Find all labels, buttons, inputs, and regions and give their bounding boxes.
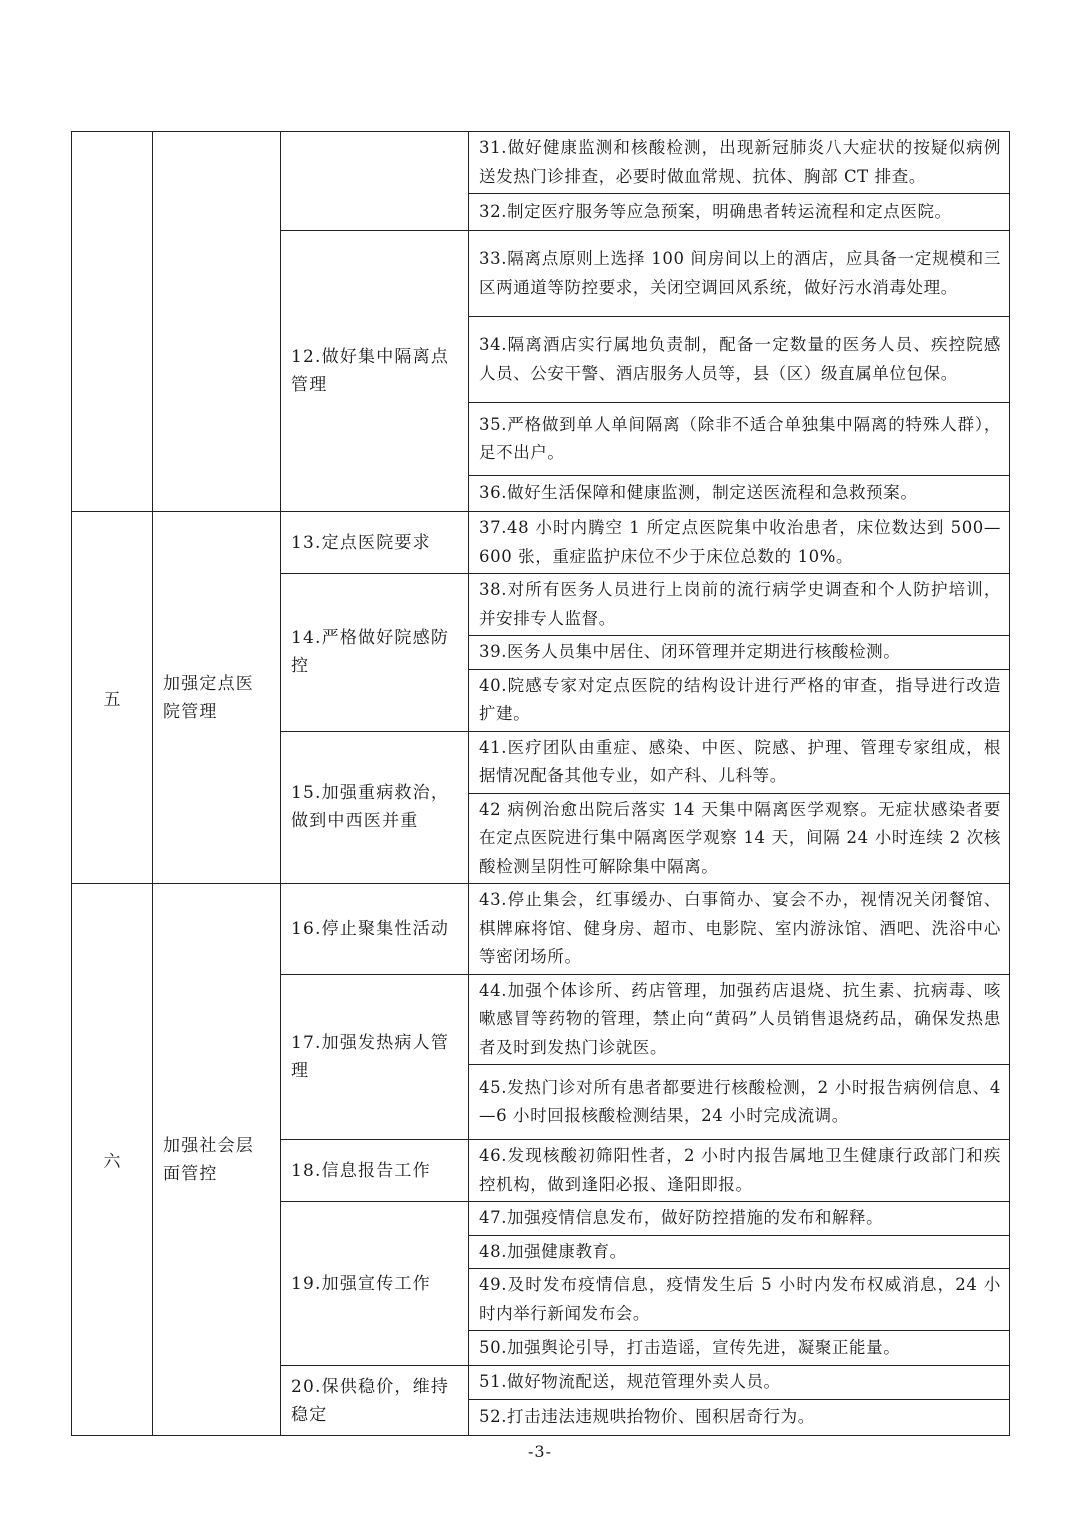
category-number-cell: 六 (72, 884, 153, 1436)
subcategory-cell: 14.严格做好院感防控 (281, 574, 469, 732)
measure-item: 36.做好生活保障和健康监测，制定送医流程和急救预案。 (469, 476, 1010, 512)
measure-item: 49.及时发布疫情信息，疫情发生后 5 小时内发布权威消息，24 小时内举行新闻发布会。 (469, 1269, 1010, 1331)
measure-item: 33.隔离点原则上选择 100 间房间以上的酒店，应具备一定规模和三区两通道等防控要求，关闭空调回风系统，做好污水消毒处理。 (469, 231, 1010, 317)
category-cell (153, 132, 281, 512)
subcategory-cell (281, 132, 469, 231)
category-number-cell (72, 132, 153, 512)
category-number-cell: 五 (72, 512, 153, 884)
category-cell: 加强社会层面管控 (153, 884, 281, 1436)
measures-table (71, 131, 1010, 1436)
subcategory-cell: 19.加强宣传工作 (281, 1202, 469, 1366)
measure-item: 43.停止集会，红事缓办、白事简办、宴会不办，视情况关闭餐馆、棋牌麻将馆、健身房、超市、电影院、室内游泳馆、酒吧、洗浴中心等密闭场所。 (469, 884, 1010, 975)
measure-item: 39.医务人员集中居住、闭环管理并定期进行核酸检测。 (469, 636, 1010, 670)
measure-item: 48.加强健康教育。 (469, 1235, 1010, 1269)
category-cell: 加强定点医院管理 (153, 512, 281, 884)
measure-item: 47.加强疫情信息发布，做好防控措施的发布和解释。 (469, 1202, 1010, 1236)
measure-item: 37.48 小时内腾空 1 所定点医院集中收治患者，床位数达到 500—600 张，重症监护床位不少于床位总数的 10%。 (469, 512, 1010, 574)
subcategory-cell: 13.定点医院要求 (281, 512, 469, 574)
subcategory-cell: 12.做好集中隔离点管理 (281, 231, 469, 512)
measure-item: 41.医疗团队由重症、感染、中医、院感、护理、管理专家组成，根据情况配备其他专业，如产科、儿科等。 (469, 731, 1010, 793)
subcategory-cell: 18.信息报告工作 (281, 1140, 469, 1202)
measure-item: 35.严格做到单人单间隔离（除非不适合单独集中隔离的特殊人群），足不出户。 (469, 403, 1010, 476)
measure-item: 44.加强个体诊所、药店管理，加强药店退烧、抗生素、抗病毒、咳嗽感冒等药物的管理，禁止向“黄码”人员销售退烧药品，确保发热患者及时到发热门诊就医。 (469, 974, 1010, 1065)
measure-item: 31.做好健康监测和核酸检测，出现新冠肺炎八大症状的按疑似病例送发热门诊排查，必要时做血常规、抗体、胸部 CT 排查。 (469, 132, 1010, 194)
measure-item: 32.制定医疗服务等应急预案，明确患者转运流程和定点医院。 (469, 194, 1010, 231)
subcategory-cell: 17.加强发热病人管理 (281, 974, 469, 1140)
subcategory-cell: 16.停止聚集性活动 (281, 884, 469, 975)
subcategory-cell: 15.加强重病救治，做到中西医并重 (281, 731, 469, 884)
measure-item: 34.隔离酒店实行属地负责制，配备一定数量的医务人员、疾控院感人员、公安干警、酒店服务人员等，县（区）级直属单位包保。 (469, 317, 1010, 403)
measure-item: 38.对所有医务人员进行上岗前的流行病学史调查和个人防护培训，并安排专人监督。 (469, 574, 1010, 636)
measure-item: 52.打击违法违规哄抬物价、囤积居奇行为。 (469, 1400, 1010, 1436)
measure-item: 40.院感专家对定点医院的结构设计进行严格的审查，指导进行改造扩建。 (469, 669, 1010, 731)
measure-item: 50.加强舆论引导，打击造谣，宣传先进，凝聚正能量。 (469, 1331, 1010, 1366)
measure-item: 42 病例治愈出院后落实 14 天集中隔离医学观察。无症状感染者要在定点医院进行集中隔离医学观察 14 天，间隔 24 小时连续 2 次核酸检测呈阴性可解除集中隔离。 (469, 793, 1010, 884)
page-number: -3- (528, 1442, 552, 1461)
subcategory-cell: 20.保供稳价，维持稳定 (281, 1366, 469, 1436)
measure-item: 45.发热门诊对所有患者都要进行核酸检测，2 小时报告病例信息、4—6 小时回报核酸检测结果，24 小时完成流调。 (469, 1065, 1010, 1140)
measure-item: 51.做好物流配送，规范管理外卖人员。 (469, 1366, 1010, 1400)
measure-item: 46.发现核酸初筛阳性者，2 小时内报告属地卫生健康行政部门和疾控机构，做到逢阳必报、逢阳即报。 (469, 1140, 1010, 1202)
